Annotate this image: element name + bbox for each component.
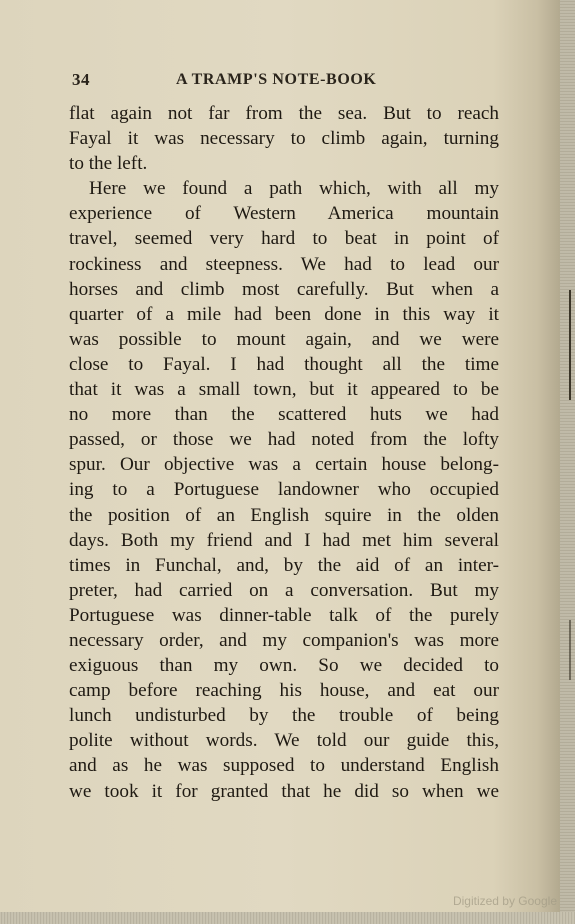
text-line: necessary order, and my companion's was more <box>69 629 499 651</box>
text-line: preter, had carried on a conversation. But my <box>69 579 499 601</box>
text-line: days. Both my friend and I had met him several <box>69 529 499 551</box>
text-line: that it was a small town, but it appeared to be <box>69 379 499 401</box>
text-line: Portuguese was dinner-table talk of the purely <box>69 604 499 626</box>
watermark: Digitized by Google <box>452 894 557 908</box>
text-line: flat again not far from the sea. But to reach <box>69 103 499 124</box>
text-line: was possible to mount again, and we were <box>69 328 499 350</box>
text-line: spur. Our objective was a certain house belong- <box>69 454 499 476</box>
text-line: exiguous than my own. So we decided to <box>69 655 499 677</box>
text-line: quarter of a mile had been done in this way it <box>69 303 499 325</box>
page-number: 34 <box>72 70 90 89</box>
text-line: polite without words. We told our guide this, <box>69 730 499 752</box>
text-line: travel, seemed very hard to beat in point of <box>69 228 499 250</box>
text-line: the position of an English squire in the olden <box>69 504 499 526</box>
page-edge-bottom <box>0 912 575 924</box>
text-line: times in Funchal, and, by the aid of an inter- <box>69 554 499 576</box>
text-line: lunch undisturbed by the trouble of being <box>69 705 499 727</box>
text-line: camp before reaching his house, and eat our <box>69 680 499 702</box>
text-line: Here we found a path which, with all my <box>89 178 499 200</box>
spine-shadow <box>569 620 571 680</box>
text-line: we took it for granted that he did so when we <box>69 780 499 802</box>
text-line: rockiness and steepness. We had to lead our <box>69 253 499 275</box>
text-line: no more than the scattered huts we had <box>69 404 499 426</box>
page-header <box>72 70 498 92</box>
text-line: Fayal it was necessary to climb again, turning <box>69 128 499 150</box>
text-line: passed, or those we had noted from the lofty <box>69 429 499 451</box>
text-line: and as he was supposed to understand English <box>69 755 499 777</box>
text-line: experience of Western America mountain <box>69 203 499 225</box>
spine-shadow <box>569 290 571 400</box>
text-line: close to Fayal. I had thought all the time <box>69 353 499 375</box>
body-text <box>69 101 499 804</box>
text-line: horses and climb most carefully. But when a <box>69 278 499 300</box>
running-title: A TRAMP'S NOTE-BOOK <box>176 71 377 88</box>
page-edge-right <box>560 0 575 924</box>
text-line: to the left. <box>69 153 148 175</box>
text-line: ing to a Portuguese landowner who occupied <box>69 479 499 501</box>
